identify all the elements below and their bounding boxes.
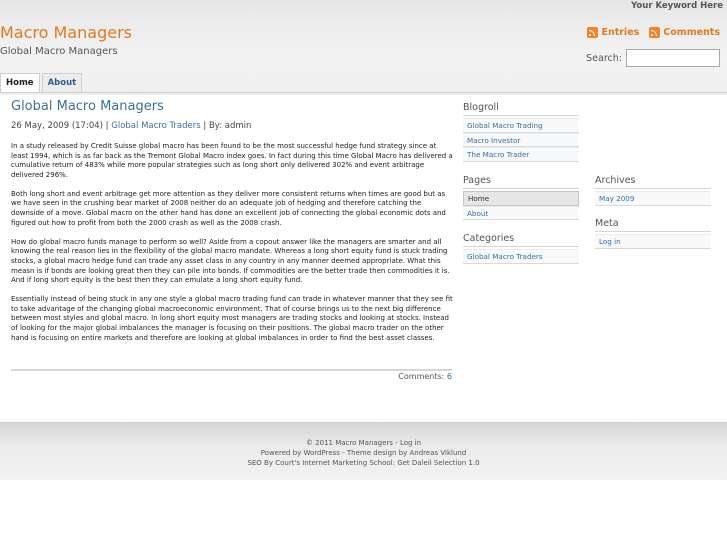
blogroll-divider [463,115,579,116]
category-item[interactable]: Global Macro Traders [463,249,579,264]
pages-title: Pages [463,175,491,186]
comments-feed-label: Comments [663,27,720,38]
blogroll-list [463,118,579,162]
tab-home[interactable]: Home [0,73,40,92]
blogroll-item[interactable]: The Macro Trader [463,147,579,162]
categories-list [463,249,579,264]
feed-links [587,27,720,38]
meta-item-login[interactable]: Log in [595,234,711,249]
comments-feed-link[interactable] [649,27,720,38]
post-date: 26 May, 2009 (17:04) [11,121,103,131]
pages-divider [463,188,579,189]
entries-feed-link[interactable] [587,27,639,38]
site-title[interactable]: Macro Managers [0,23,132,42]
post-by-label: By: [208,121,223,131]
post-body [11,142,453,353]
comments-label: Comments: [398,372,445,381]
post-title[interactable]: Global Macro Managers [11,99,164,114]
footer-login-link[interactable]: Log in [399,439,422,447]
footer-copyright-line [0,438,727,448]
tab-divider [0,92,727,93]
site-description: Global Macro Managers [0,46,118,57]
post-paragraph: Both long short and event arbitrage get more attention as they deliver more consistent returns when times are good but as we have seen in the crushing bear market of 2008 neither do an adequate job of hedging and therefore catching the downside of a move. Global macro on the other hand has done an excellent job of connecting the global economic dots and figured out how to profit from both the 2000 crash as well as the 2008 crash. [11,189,446,227]
meta-list [595,234,711,249]
search-label: Search: [586,52,622,64]
search-form [586,49,720,67]
archives-divider [595,188,711,189]
page-item-about[interactable]: About [463,206,579,221]
footer-seo: SEO By Court's Internet Marketing School: Get Daleil Selection 1.0 [247,459,480,467]
meta-divider [595,231,711,232]
post-author: admin [224,121,252,131]
site-header [0,0,727,95]
nav-tabs [0,73,82,92]
post-paragraph: Essentially instead of being stuck in any one style a global macro trading fund can trade in whatever manner that they see fit to take advantage of the changing global macroeconomic environment. That of course brings us to the next big difference between most styles and global macro. In long short equity most managers are trading stocks and looking at stocks. Instead of looking for the major global imbalances the manager is focusing on their positions. The global macro trader on the other hand is focusing on entire markets and therefore are looking at global imbalances in order to find the best asset classes. [11,295,453,342]
tab-about[interactable]: About [42,73,83,92]
blogroll-item[interactable]: Macro Investor [463,133,579,148]
post-divider [11,369,452,371]
page-item-home[interactable]: Home [463,191,579,206]
pages-list [463,191,579,220]
post-meta: 26 May, 2009 (17:04) | Global Macro Traders | By: admin [11,121,252,131]
archives-list [595,191,711,206]
blogroll-item[interactable]: Global Macro Trading [463,118,579,133]
comments-count-link[interactable]: 6 [446,372,452,381]
archives-title: Archives [595,175,636,186]
keyword-text: Your Keyword Here [631,1,723,11]
blogroll-title: Blogroll [463,102,499,113]
post-paragraph: In a study released by Credit Suisse global macro has been found to be the most successful hedge fund strategy since at least 1994, which is as far back as the Tremont Global Macro index goes. In fact during this time Global Macro has delivered a cumulative return of 483% while more popular strategies such as long short only delivered 302% and event arbitrage delivered 296%. [11,142,453,179]
site-footer [0,422,727,480]
search-input[interactable] [626,49,720,67]
rss-icon [649,27,660,38]
footer-copyright: © 2011 Macro Managers - [305,439,400,447]
comments-info [398,372,452,381]
rss-icon [587,27,598,38]
post-category-link[interactable]: Global Macro Traders [111,121,201,131]
post-paragraph: How do global macro funds manage to perform so well? Aside from a copout answer like the managers are smarter and all knowing the real reason lies in the flexibility of the global macro mandate. Whereas a long short equity fund is stuck trading stocks, a global macro hedge fund can trade any asset class in any country in any manner deemed appropriate. What this measn is if bonds are looking great then they can pile into bonds. If commodities are the better trade then commodities it is. And if long short equity is the best then they can emulate a long short equity fund. [11,237,450,285]
categories-title: Categories [463,233,515,244]
entries-feed-label: Entries [601,27,640,38]
archive-item[interactable]: May 2009 [595,191,711,206]
categories-divider [463,246,579,247]
meta-title: Meta [595,218,619,229]
footer-powered: Powered by WordPress - Theme design by Andreas Viklund [260,449,467,457]
